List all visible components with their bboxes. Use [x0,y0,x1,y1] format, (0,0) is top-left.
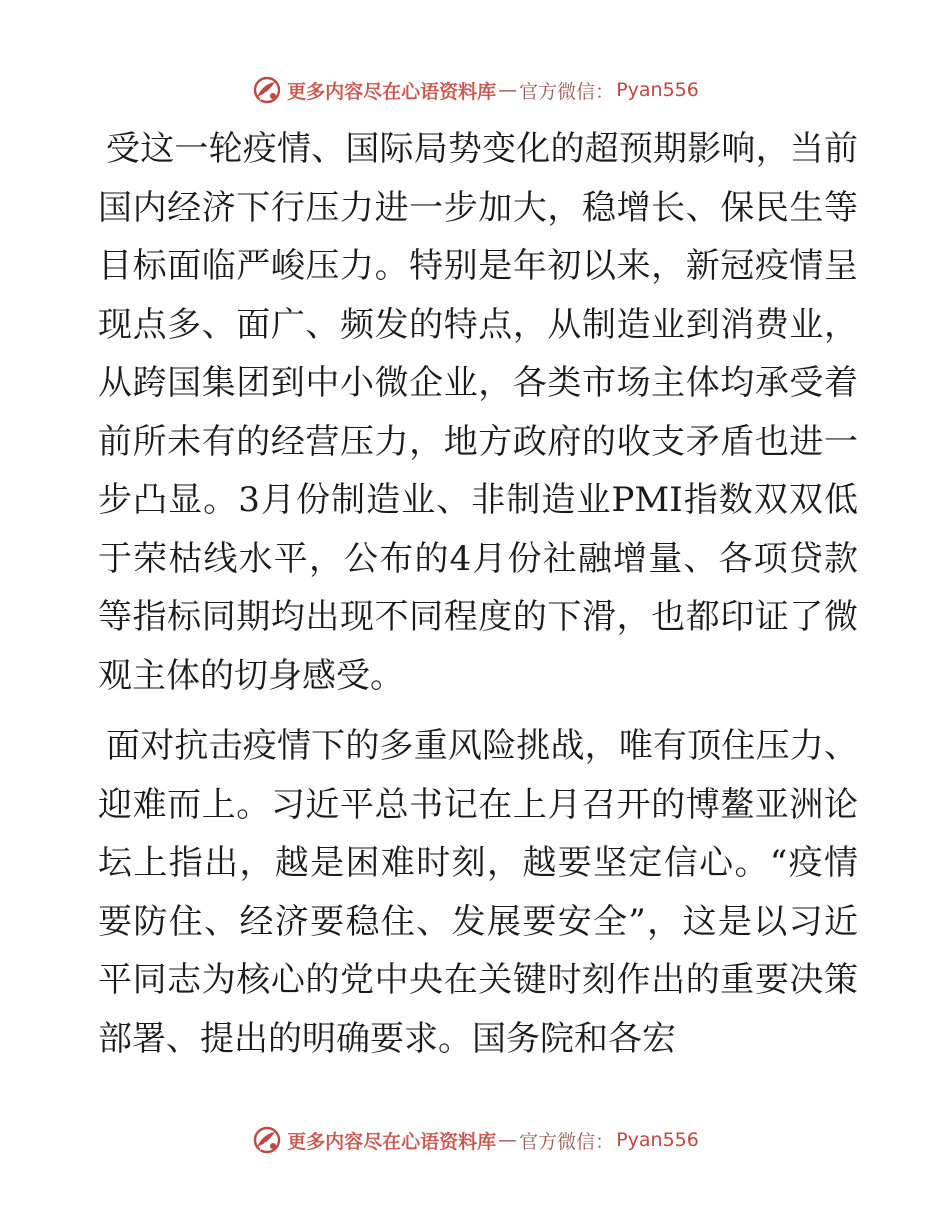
pen-nib-logo-icon [251,1124,283,1156]
paragraph-1: 受这一轮疫情、国际局势变化的超预期影响，当前国内经济下行压力进一步加大，稳增长、保民生等目标面临严峻压力。特别是年初以来，新冠疫情呈现点多、面广、频发的特点，从制造业到消费业，从跨国集团到中小微企业，各类市场主体均承受着前所未有的经营压力，地方政府的收支矛盾也进一步凸显。3月份制造业、非制造业PMI指数双双低于荣枯线水平，公布的4月份社融增量、各项贷款等指标同期均出现不同程度的下滑，也都印证了微观主体的切身感受。 [98,129,858,696]
header-dash: — [498,79,518,101]
footer-site-name: 更多内容尽在心语资料库 [287,1130,497,1153]
header-wechat-id: Pyan556 [616,79,699,101]
header-site-name: 更多内容尽在心语资料库 [287,80,497,103]
pen-nib-logo-icon [251,74,283,106]
header-watermark [0,70,950,110]
footer-wechat-label: 官方微信： [519,1130,615,1153]
footer-dash: — [498,1129,518,1151]
paragraph-2: 面对抗击疫情下的多重风险挑战，唯有顶住压力、迎难而上。习近平总书记在上月召开的博鳌亚洲论坛上指出，越是困难时刻，越要坚定信心。“疫情要防住、经济要稳住、发展要安全”，这是以习近平同志为核心的党中央在关键时刻作出的重要决策部署、提出的明确要求。国务院和各宏 [98,726,858,1059]
footer-wechat-id: Pyan556 [616,1129,699,1151]
footer-watermark [0,1120,950,1160]
document-body [98,120,858,1068]
header-wechat-label: 官方微信： [519,80,615,103]
